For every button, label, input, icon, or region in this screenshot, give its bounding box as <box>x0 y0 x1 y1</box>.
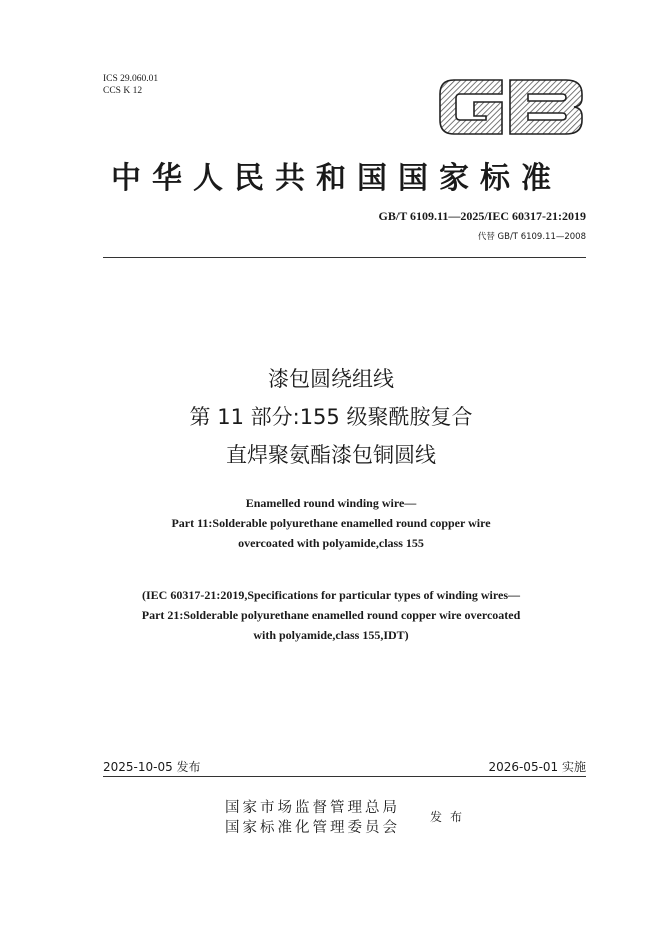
title-zh-line-2: 第 11 部分:155 级聚酰胺复合 <box>189 405 473 429</box>
title-zh-line-1: 漆包圆绕组线 <box>268 367 394 391</box>
ics-code: ICS 29.060.01 <box>103 74 159 84</box>
ccs-code: CCS K 12 <box>103 86 143 96</box>
issuer-samr: 国家市场监督管理总局 <box>225 800 400 816</box>
adoption-line-2: Part 21:Solderable polyurethane enamelled round copper wire overcoated <box>141 608 521 622</box>
standard-category-title: 中华人民共和国国家标准 <box>111 161 562 196</box>
title-en-line-3: overcoated with polyamide,class 155 <box>238 536 424 550</box>
issue-action: 发布 <box>430 810 471 824</box>
adoption-line-3: with polyamide,class 155,IDT) <box>253 628 409 642</box>
header-divider <box>103 257 586 258</box>
issuer-sac: 国家标准化管理委员会 <box>225 820 400 836</box>
title-en-line-2: Part 11:Solderable polyurethane enamelled round copper wire <box>171 516 491 530</box>
standard-number: GB/T 6109.11—2025/IEC 60317-21:2019 <box>378 209 586 223</box>
title-en-line-1: Enamelled round winding wire— <box>245 496 417 510</box>
replaces-note: 代替 GB/T 6109.11—2008 <box>477 232 586 242</box>
title-zh-line-3: 直焊聚氨酯漆包铜圆线 <box>226 443 436 467</box>
adoption-line-1: (IEC 60317-21:2019,Specifications for particular types of winding wires— <box>142 588 520 602</box>
implementation-date: 2026-05-01 实施 <box>488 760 586 774</box>
classification-codes <box>103 73 158 97</box>
issue-date: 2025-10-05 发布 <box>103 760 201 774</box>
footer-divider <box>103 776 586 777</box>
gb-logo-icon <box>436 76 586 138</box>
